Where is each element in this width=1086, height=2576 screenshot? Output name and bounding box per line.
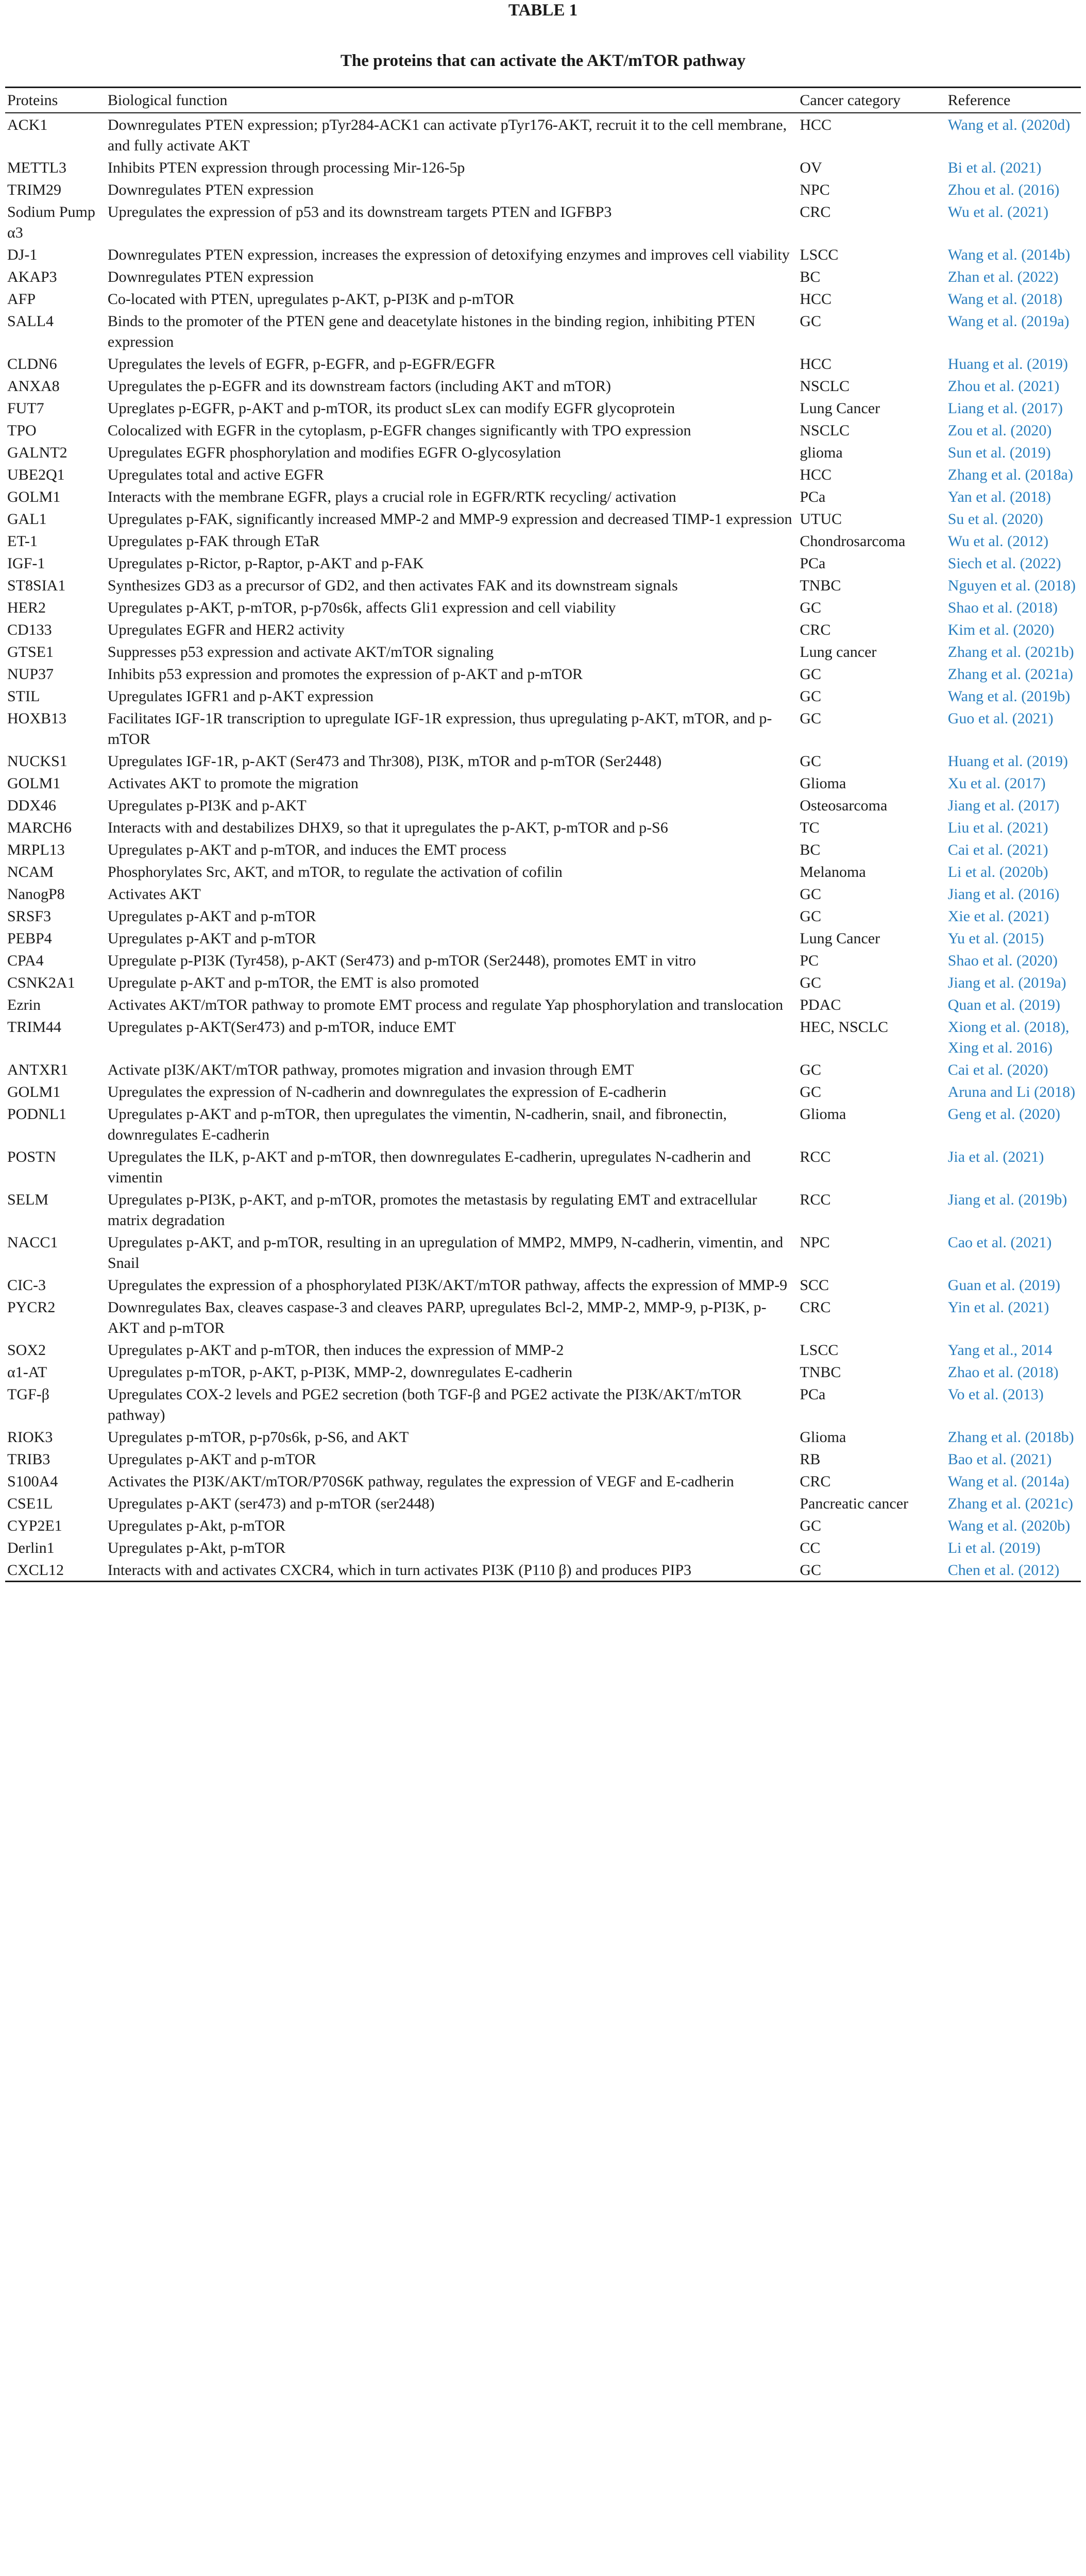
cancer-category-cell: NPC [800, 181, 830, 198]
table-row [5, 156, 1081, 178]
function-cell: Upregulates p-AKT, p-mTOR, p-p70s6k, affects Gli1 expression and cell viability [107, 599, 616, 616]
function-cell: Colocalized with EGFR in the cytoplasm, p-EGFR changes significantly with TPO expression [107, 422, 691, 439]
reference-cell[interactable]: Jiang et al. (2017) [947, 797, 1060, 814]
function-cell: Activates AKT to promote the migration [107, 775, 359, 792]
reference-cell[interactable]: Jiang et al. (2019b) [947, 1191, 1067, 1208]
protein-cell: ST8SIA1 [7, 577, 66, 594]
protein-cell: S100A4 [7, 1473, 58, 1490]
protein-cell: NACC1 [7, 1234, 58, 1251]
cancer-category-cell: GC [800, 1517, 822, 1534]
table-row [5, 1383, 1081, 1426]
table-row [5, 1558, 1081, 1582]
reference-cell[interactable]: Xu et al. (2017) [947, 775, 1046, 792]
table-label: TABLE 1 [508, 1, 578, 20]
protein-cell: METTL3 [7, 159, 66, 176]
function-cell: Upregulates p-FAK through ETaR [107, 533, 320, 550]
cancer-category-cell: CRC [800, 1473, 831, 1490]
cancer-category-cell: BC [800, 841, 821, 858]
function-cell: Upregulates p-mTOR, p-p70s6k, p-S6, and AKT [107, 1429, 409, 1446]
cancer-category-cell: LSCC [800, 1342, 839, 1359]
reference-cell[interactable]: Zhang et al. (2021b) [947, 643, 1074, 660]
protein-cell: SELM [7, 1191, 49, 1208]
header-biological-function: Biological function [107, 92, 228, 109]
table-row [5, 287, 1081, 310]
protein-cell: SALL4 [7, 313, 54, 330]
function-cell: Upregulates p-AKT and p-mTOR [107, 908, 316, 925]
cancer-category-cell: GC [800, 974, 822, 991]
cancer-category-cell: GC [800, 908, 822, 925]
cancer-category-cell: GC [800, 599, 822, 616]
protein-cell: NanogP8 [7, 886, 65, 903]
cancer-category-cell: HCC [800, 466, 832, 483]
cancer-category-cell: NPC [800, 1234, 830, 1251]
protein-cell: GAL1 [7, 511, 47, 528]
function-cell: Co-located with PTEN, upregulates p-AKT, p-PI3K and p-mTOR [107, 291, 515, 308]
cancer-category-cell: RCC [800, 1148, 831, 1165]
table-row [5, 971, 1081, 993]
reference-cell[interactable]: Huang et al. (2019) [947, 753, 1068, 770]
table-row [5, 310, 1081, 352]
function-cell: Upregulates p-AKT and p-mTOR, and induces the EMT process [107, 841, 506, 858]
reference-cell[interactable]: Vo et al. (2013) [947, 1386, 1044, 1403]
cancer-category-cell: GC [800, 666, 822, 683]
table-row [5, 663, 1081, 685]
cancer-category-cell: GC [800, 1562, 822, 1579]
cancer-category-cell: GC [800, 1083, 822, 1100]
protein-cell: IGF-1 [7, 555, 45, 572]
function-cell: Interacts with and destabilizes DHX9, so that it upregulates the p-AKT, p-mTOR and p-S6 [107, 819, 668, 836]
reference-cell[interactable]: Chen et al. (2012) [947, 1562, 1060, 1579]
reference-cell[interactable]: Cao et al. (2021) [947, 1234, 1052, 1251]
reference-cell[interactable]: Wang et al. (2019b) [947, 688, 1071, 705]
cancer-category-cell: PCa [800, 555, 826, 572]
table-row [5, 794, 1081, 816]
function-cell: Downregulates PTEN expression, increases the expression of detoxifying enzymes and improves cell viability [107, 246, 790, 263]
table-row [5, 419, 1081, 441]
cancer-category-cell: CC [800, 1539, 821, 1556]
protein-cell: MRPL13 [7, 841, 65, 858]
reference-cell[interactable]: Cai et al. (2020) [947, 1061, 1048, 1078]
table-row [5, 1514, 1081, 1536]
reference-cell[interactable]: Wu et al. (2021) [947, 204, 1049, 221]
protein-cell: CPA4 [7, 952, 44, 969]
protein-cell: HOXB13 [7, 710, 67, 727]
table-row [5, 1361, 1081, 1383]
protein-cell: RIOK3 [7, 1429, 53, 1446]
protein-cell: GOLM1 [7, 488, 61, 505]
function-cell: Upregulates p-AKT and p-mTOR [107, 930, 316, 947]
function-cell: Upregulate p-PI3K (Tyr458), p-AKT (Ser473) and p-mTOR (Ser2448), promotes EMT in vitro [107, 952, 696, 969]
function-cell: Downregulates PTEN expression [107, 181, 314, 198]
protein-cell: CSNK2A1 [7, 974, 75, 991]
cancer-category-cell: GC [800, 688, 822, 705]
function-cell: Upregulates p-AKT(Ser473) and p-mTOR, induce EMT [107, 1019, 456, 1036]
cancer-category-cell: Lung Cancer [800, 400, 880, 417]
table-row [5, 1103, 1081, 1145]
table-row [5, 1338, 1081, 1361]
protein-cell: POSTN [7, 1148, 57, 1165]
table-row [5, 1536, 1081, 1558]
table-row [5, 352, 1081, 375]
protein-cell: NUP37 [7, 666, 54, 683]
function-cell: Upregulates p-AKT (ser473) and p-mTOR (ser2448) [107, 1495, 435, 1512]
header-row [5, 88, 1081, 113]
function-cell: Downregulates PTEN expression; pTyr284-ACK1 can activate pTyr176-AKT, recruit it to the cell membrane, and fully activate AKT [107, 116, 787, 154]
function-cell: Upregulates EGFR and HER2 activity [107, 621, 345, 638]
cancer-category-cell: NSCLC [800, 378, 850, 395]
table-row [5, 1426, 1081, 1448]
cancer-category-cell: HCC [800, 355, 832, 372]
cancer-category-cell: glioma [800, 444, 843, 461]
protein-cell: NUCKS1 [7, 753, 67, 770]
function-cell: Binds to the promoter of the PTEN gene and deacetylate histones in the binding region, inhibiting PTEN expression [107, 313, 756, 350]
protein-cell: ET-1 [7, 533, 38, 550]
protein-cell: UBE2Q1 [7, 466, 65, 483]
function-cell: Upregulates p-Rictor, p-Raptor, p-AKT and p-FAK [107, 555, 424, 572]
table-row [5, 463, 1081, 485]
function-cell: Upregulates p-AKT and p-mTOR [107, 1451, 316, 1468]
reference-cell[interactable]: Xie et al. (2021) [947, 908, 1049, 925]
protein-cell: GTSE1 [7, 643, 54, 660]
table-title: The proteins that can activate the AKT/mTOR pathway [340, 52, 746, 70]
reference-cell[interactable]: Bao et al. (2021) [947, 1451, 1052, 1468]
protein-cell: TRIM44 [7, 1019, 61, 1036]
protein-cell: ANTXR1 [7, 1061, 69, 1078]
function-cell: Inhibits p53 expression and promotes the expression of p-AKT and p-mTOR [107, 666, 583, 683]
reference-cell[interactable]: Zou et al. (2020) [947, 422, 1052, 439]
reference-cell[interactable]: Jiang et al. (2019a) [947, 974, 1066, 991]
table-row [5, 1492, 1081, 1514]
reference-cell[interactable]: Aruna and Li (2018) [947, 1083, 1076, 1100]
protein-cell: α1-AT [7, 1364, 47, 1381]
cancer-category-cell: GC [800, 886, 822, 903]
table-row [5, 640, 1081, 663]
reference-cell[interactable]: Yu et al. (2015) [947, 930, 1044, 947]
table-body [5, 113, 1081, 1582]
protein-cell: HER2 [7, 599, 46, 616]
table-row [5, 243, 1081, 265]
reference-cell[interactable]: Wang et al. (2018) [947, 291, 1063, 308]
reference-cell[interactable]: Wu et al. (2012) [947, 533, 1049, 550]
protein-cell: Sodium Pump α3 [7, 204, 95, 241]
reference-cell[interactable]: Zhou et al. (2016) [947, 181, 1060, 198]
protein-cell: CSE1L [7, 1495, 53, 1512]
function-cell: Downregulates PTEN expression [107, 268, 314, 285]
cancer-category-cell: HCC [800, 116, 832, 133]
table-row [5, 772, 1081, 794]
cancer-category-cell: BC [800, 268, 821, 285]
table-row [5, 1080, 1081, 1103]
reference-cell[interactable]: Yan et al. (2018) [947, 488, 1051, 505]
table-row [5, 1231, 1081, 1274]
table-row [5, 838, 1081, 860]
function-cell: Activates AKT/mTOR pathway to promote EMT process and regulate Yap phosphorylation and translocation [107, 996, 784, 1013]
table-row [5, 905, 1081, 927]
protein-cell: CYP2E1 [7, 1517, 62, 1534]
cancer-category-cell: TC [800, 819, 820, 836]
reference-cell[interactable]: Huang et al. (2019) [947, 355, 1068, 372]
reference-cell[interactable]: Wang et al. (2020b) [947, 1517, 1071, 1534]
protein-cell: GOLM1 [7, 1083, 61, 1100]
cancer-category-cell: PCa [800, 1386, 826, 1403]
reference-cell[interactable]: Wang et al. (2014a) [947, 1473, 1070, 1490]
cancer-category-cell: Osteosarcoma [800, 797, 888, 814]
function-cell: Upregulates IGFR1 and p-AKT expression [107, 688, 374, 705]
reference-cell[interactable]: Nguyen et al. (2018) [947, 577, 1076, 594]
table-row [5, 1274, 1081, 1296]
cancer-category-cell: TNBC [800, 1364, 841, 1381]
protein-cell: DJ-1 [7, 246, 38, 263]
table-row [5, 200, 1081, 243]
protein-cell: FUT7 [7, 400, 44, 417]
cancer-category-cell: LSCC [800, 246, 839, 263]
protein-cell: ACK1 [7, 116, 48, 133]
protein-cell: PODNL1 [7, 1106, 67, 1123]
table-row [5, 927, 1081, 949]
reference-cell[interactable]: Xiong et al. (2018), Xing et al. 2016) [947, 1019, 1070, 1056]
function-cell: Upregulates total and active EGFR [107, 466, 324, 483]
cancer-category-cell: Melanoma [800, 863, 866, 880]
reference-cell[interactable]: Yang et al., 2014 [947, 1342, 1053, 1359]
function-cell: Downregulates Bax, cleaves caspase-3 and cleaves PARP, upregulates Bcl-2, MMP-2, MMP-9, p-PI3K, p-AKT and p-mTOR [107, 1299, 767, 1336]
table-row [5, 860, 1081, 883]
cancer-category-cell: GC [800, 1061, 822, 1078]
function-cell: Upregulates p-Akt, p-mTOR [107, 1517, 286, 1534]
reference-cell[interactable]: Kim et al. (2020) [947, 621, 1055, 638]
function-cell: Upregulates EGFR phosphorylation and modifies EGFR O-glycosylation [107, 444, 561, 461]
protein-cell: CIC-3 [7, 1277, 46, 1294]
table-row [5, 1296, 1081, 1338]
function-cell: Upregulates the p-EGFR and its downstream factors (including AKT and mTOR) [107, 378, 611, 395]
table-row [5, 816, 1081, 838]
reference-cell[interactable]: Bi et al. (2021) [947, 159, 1042, 176]
protein-cell: SRSF3 [7, 908, 52, 925]
table-row [5, 441, 1081, 463]
protein-cell: CXCL12 [7, 1562, 64, 1579]
cancer-category-cell: HCC [800, 291, 832, 308]
cancer-category-cell: RB [800, 1451, 821, 1468]
table-row [5, 883, 1081, 905]
cancer-category-cell: Glioma [800, 775, 846, 792]
table-row [5, 618, 1081, 640]
protein-cell: STIL [7, 688, 40, 705]
cancer-category-cell: GC [800, 710, 822, 727]
protein-cell: ANXA8 [7, 378, 60, 395]
table-row [5, 685, 1081, 707]
cancer-category-cell: SCC [800, 1277, 829, 1294]
cancer-category-cell: GC [800, 313, 822, 330]
reference-cell[interactable]: Siech et al. (2022) [947, 555, 1061, 572]
table-row [5, 1015, 1081, 1058]
function-cell: Upregulates the expression of a phosphorylated PI3K/AKT/mTOR pathway, affects the expression of MMP-9 [107, 1277, 788, 1294]
reference-cell[interactable]: Quan et al. (2019) [947, 996, 1060, 1013]
table-row [5, 552, 1081, 574]
function-cell: Upregulates p-FAK, significantly increased MMP-2 and MMP-9 expression and decreased TIMP-1 expression [107, 511, 792, 528]
cancer-category-cell: OV [800, 159, 822, 176]
reference-cell[interactable]: Zhang et al. (2021c) [947, 1495, 1073, 1512]
cancer-category-cell: CRC [800, 1299, 831, 1316]
cancer-category-cell: PDAC [800, 996, 841, 1013]
function-cell: Upregulates p-AKT, and p-mTOR, resulting in an upregulation of MMP2, MMP9, N-cadherin, vimentin, and Snail [107, 1234, 784, 1272]
protein-cell: CD133 [7, 621, 52, 638]
reference-cell[interactable]: Yin et al. (2021) [947, 1299, 1049, 1316]
cancer-category-cell: CRC [800, 621, 831, 638]
function-cell: Interacts with and activates CXCR4, which in turn activates PI3K (P110 β) and produces PIP3 [107, 1562, 692, 1579]
table-row [5, 507, 1081, 530]
function-cell: Upregulates p-mTOR, p-AKT, p-PI3K, MMP-2, downregulates E-cadherin [107, 1364, 572, 1381]
reference-cell[interactable]: Sun et al. (2019) [947, 444, 1051, 461]
function-cell: Upregulates the expression of N-cadherin and downregulates the expression of E-cadherin [107, 1083, 667, 1100]
function-cell: Upregulates the expression of p53 and its downstream targets PTEN and IGFBP3 [107, 204, 612, 221]
function-cell: Upregulate p-AKT and p-mTOR, the EMT is also promoted [107, 974, 479, 991]
cancer-category-cell: GC [800, 753, 822, 770]
reference-cell[interactable]: Zhang et al. (2018a) [947, 466, 1073, 483]
table-row [5, 1470, 1081, 1492]
reference-cell[interactable]: Zhou et al. (2021) [947, 378, 1060, 395]
function-cell: Upreglates p-EGFR, p-AKT and p-mTOR, its product sLex can modify EGFR glycoprotein [107, 400, 675, 417]
reference-cell[interactable]: Zhang et al. (2021a) [947, 666, 1073, 683]
reference-cell[interactable]: Zhan et al. (2022) [947, 268, 1059, 285]
table-header [5, 88, 1081, 113]
function-cell: Activates AKT [107, 886, 201, 903]
cancer-category-cell: RCC [800, 1191, 831, 1208]
function-cell: Upregulates p-PI3K and p-AKT [107, 797, 307, 814]
protein-cell: NCAM [7, 863, 54, 880]
header-proteins: Proteins [7, 92, 58, 109]
reference-cell[interactable]: Li et al. (2019) [947, 1539, 1041, 1556]
cancer-category-cell: CRC [800, 204, 831, 221]
cancer-category-cell: Chondrosarcoma [800, 533, 906, 550]
function-cell: Upregulates IGF-1R, p-AKT (Ser473 and Thr308), PI3K, mTOR and p-mTOR (Ser2448) [107, 753, 662, 770]
function-cell: Phosphorylates Src, AKT, and mTOR, to regulate the activation of cofilin [107, 863, 563, 880]
protein-cell: DDX46 [7, 797, 56, 814]
protein-cell: TGF-β [7, 1386, 49, 1403]
reference-cell[interactable]: Zhao et al. (2018) [947, 1364, 1059, 1381]
reference-cell[interactable]: Li et al. (2020b) [947, 863, 1048, 880]
protein-cell: PYCR2 [7, 1299, 56, 1316]
cancer-category-cell: Pancreatic cancer [800, 1495, 909, 1512]
table-row [5, 1145, 1081, 1188]
protein-cell: CLDN6 [7, 355, 57, 372]
reference-cell[interactable]: Zhang et al. (2018b) [947, 1429, 1074, 1446]
table-row [5, 485, 1081, 507]
function-cell: Upregulates p-AKT and p-mTOR, then upregulates the vimentin, N-cadherin, snail, and fibronectin, downregulates E-cadherin [107, 1106, 727, 1143]
reference-cell[interactable]: Guan et al. (2019) [947, 1277, 1060, 1294]
function-cell: Upregulates COX-2 levels and PGE2 secretion (both TGF-β and PGE2 activate the PI3K/AKT/mTOR pathway) [107, 1386, 742, 1423]
table-row [5, 949, 1081, 971]
reference-cell[interactable]: Wang et al. (2019a) [947, 313, 1070, 330]
function-cell: Interacts with the membrane EGFR, plays a crucial role in EGFR/RTK recycling/ activation [107, 488, 676, 505]
header-cancer-category: Cancer category [800, 92, 901, 109]
function-cell: Upregulates p-PI3K, p-AKT, and p-mTOR, promotes the metastasis by regulating EMT and extracellular matrix degradation [107, 1191, 757, 1229]
reference-cell[interactable]: Su et al. (2020) [947, 511, 1043, 528]
cancer-category-cell: HEC, NSCLC [800, 1019, 889, 1036]
table-row [5, 1188, 1081, 1231]
reference-cell[interactable]: Liu et al. (2021) [947, 819, 1048, 836]
reference-cell[interactable]: Jiang et al. (2016) [947, 886, 1060, 903]
protein-cell: AKAP3 [7, 268, 57, 285]
table-row [5, 707, 1081, 750]
cancer-category-cell: PCa [800, 488, 826, 505]
protein-cell: SOX2 [7, 1342, 46, 1359]
protein-cell: MARCH6 [7, 819, 72, 836]
table-row [5, 993, 1081, 1015]
function-cell: Upregulates p-Akt, p-mTOR [107, 1539, 286, 1556]
reference-cell[interactable]: Guo et al. (2021) [947, 710, 1054, 727]
cancer-category-cell: NSCLC [800, 422, 850, 439]
table-row [5, 265, 1081, 287]
header-reference: Reference [947, 92, 1011, 109]
table-row [5, 113, 1081, 156]
table-row [5, 375, 1081, 397]
reference-cell[interactable]: Jia et al. (2021) [947, 1148, 1044, 1165]
reference-cell[interactable]: Cai et al. (2021) [947, 841, 1048, 858]
cancer-category-cell: PC [800, 952, 819, 969]
reference-cell[interactable]: Shao et al. (2020) [947, 952, 1058, 969]
protein-cell: Ezrin [7, 996, 41, 1013]
table-row [5, 397, 1081, 419]
function-cell: Facilitates IGF-1R transcription to upregulate IGF-1R expression, thus upregulating p-AKT, mTOR, and p-mTOR [107, 710, 772, 748]
reference-cell[interactable]: Geng et al. (2020) [947, 1106, 1060, 1123]
protein-cell: GALNT2 [7, 444, 67, 461]
cancer-category-cell: Lung Cancer [800, 930, 880, 947]
protein-cell: AFP [7, 291, 36, 308]
cancer-category-cell: UTUC [800, 511, 842, 528]
reference-cell[interactable]: Liang et al. (2017) [947, 400, 1063, 417]
protein-cell: GOLM1 [7, 775, 61, 792]
function-cell: Upregulates the levels of EGFR, p-EGFR, and p-EGFR/EGFR [107, 355, 496, 372]
function-cell: Inhibits PTEN expression through processing Mir-126-5p [107, 159, 465, 176]
function-cell: Activates the PI3K/AKT/mTOR/P70S6K pathway, regulates the expression of VEGF and E-cadherin [107, 1473, 734, 1490]
function-cell: Synthesizes GD3 as a precursor of GD2, and then activates FAK and its downstream signals [107, 577, 678, 594]
cancer-category-cell: Glioma [800, 1106, 846, 1123]
table-row [5, 1448, 1081, 1470]
function-cell: Suppresses p53 expression and activate AKT/mTOR signaling [107, 643, 494, 660]
table-row [5, 750, 1081, 772]
table-row [5, 596, 1081, 618]
protein-cell: TRIB3 [7, 1451, 50, 1468]
reference-cell[interactable]: Wang et al. (2014b) [947, 246, 1071, 263]
function-cell: Upregulates p-AKT and p-mTOR, then induces the expression of MMP-2 [107, 1342, 564, 1359]
protein-cell: TRIM29 [7, 181, 61, 198]
cancer-category-cell: TNBC [800, 577, 841, 594]
protein-cell: PEBP4 [7, 930, 52, 947]
cancer-category-cell: Lung cancer [800, 643, 877, 660]
table-row [5, 178, 1081, 200]
proteins-table [5, 87, 1081, 1582]
reference-cell[interactable]: Shao et al. (2018) [947, 599, 1058, 616]
table-row [5, 530, 1081, 552]
reference-cell[interactable]: Wang et al. (2020d) [947, 116, 1071, 133]
cancer-category-cell: Glioma [800, 1429, 846, 1446]
protein-cell: Derlin1 [7, 1539, 55, 1556]
function-cell: Upregulates the ILK, p-AKT and p-mTOR, then downregulates E-cadherin, upregulates N-cadherin and vimentin [107, 1148, 751, 1186]
function-cell: Activate pI3K/AKT/mTOR pathway, promotes migration and invasion through EMT [107, 1061, 634, 1078]
protein-cell: TPO [7, 422, 37, 439]
table-row [5, 1058, 1081, 1080]
table-row [5, 574, 1081, 596]
